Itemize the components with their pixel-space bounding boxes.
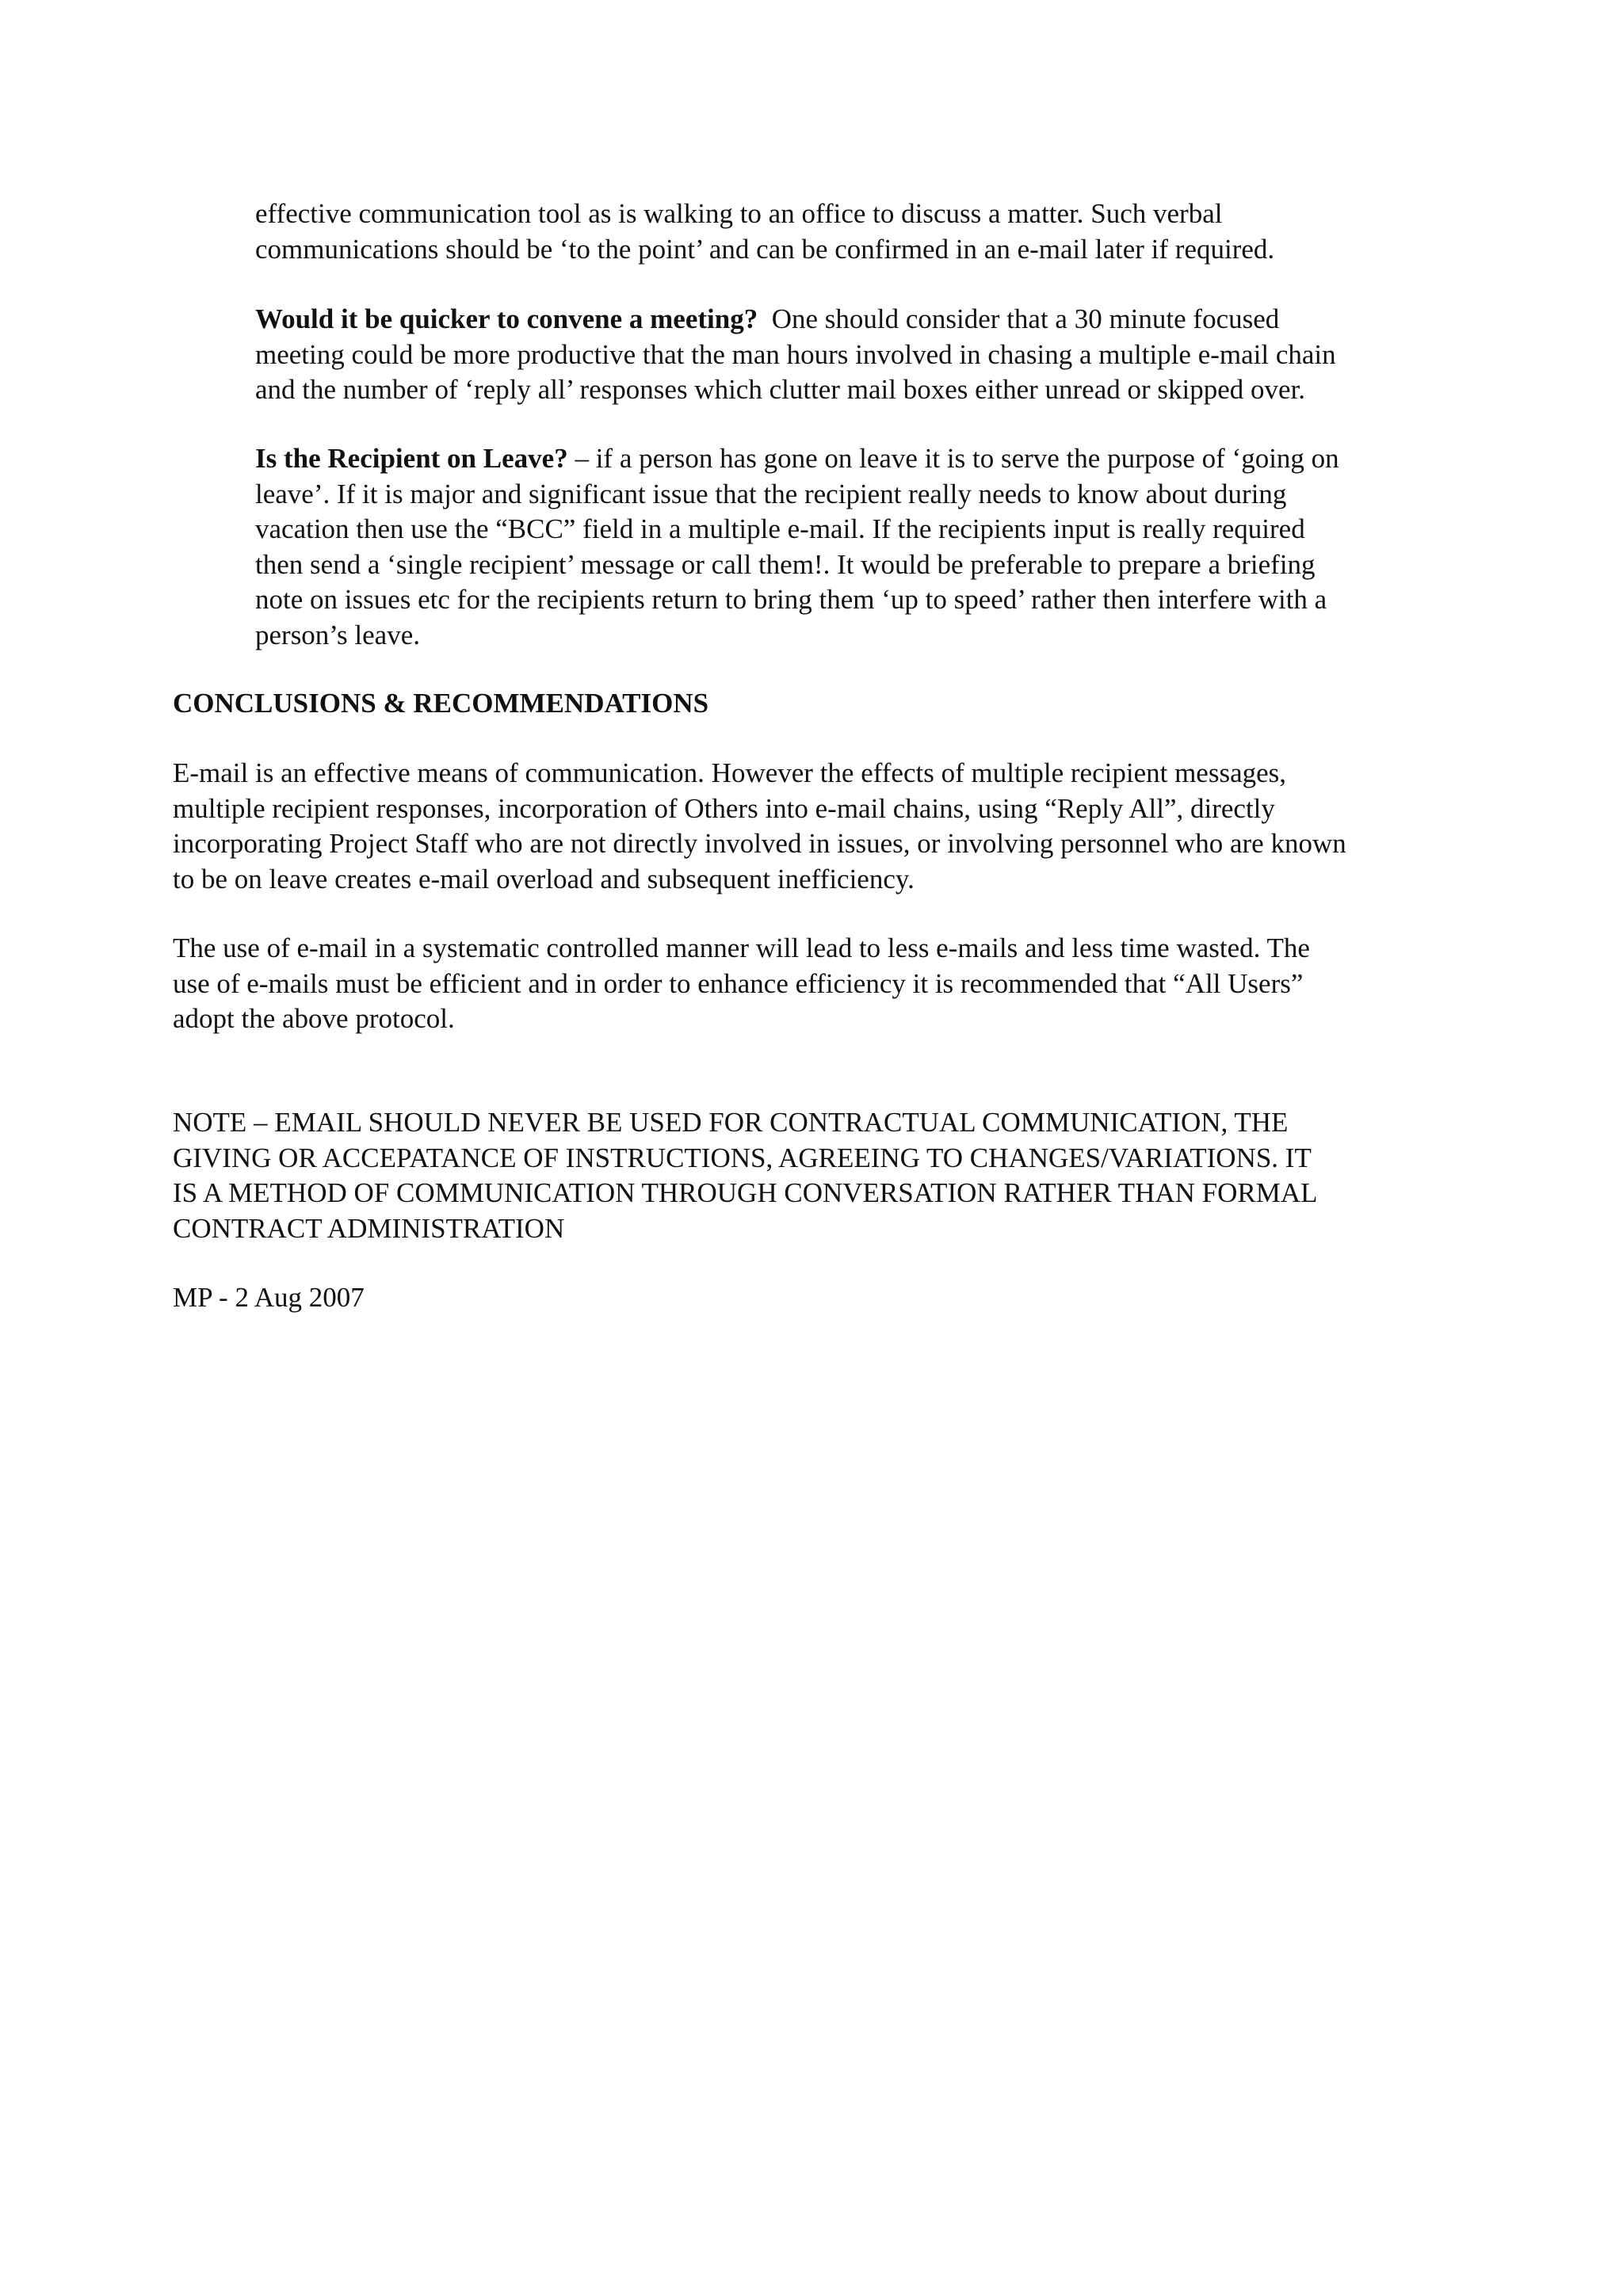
note-paragraph xyxy=(173,1105,1465,1246)
conclusions-2-line-2: use of e-mails must be efficient and in order to enhance efficiency it is recommended that “All Users” xyxy=(173,967,1304,999)
signature-date-line: MP - 2 Aug 2007 xyxy=(173,1282,365,1313)
leave-paragraph xyxy=(255,441,1460,653)
leave-lead-text: Is the Recipient on Leave? xyxy=(255,443,568,474)
conclusions-1-line-1: E-mail is an effective means of communication. However the effects of multiple recipient messages, xyxy=(173,757,1287,788)
meeting-lead-text: Would it be quicker to convene a meeting? xyxy=(255,303,758,334)
leave-line-4: then send a ‘single recipient’ message or call them!. It would be preferable to prepare a briefing xyxy=(255,548,1316,580)
leave-line-6: person’s leave. xyxy=(255,619,420,650)
meeting-paragraph xyxy=(255,302,1460,408)
conclusions-paragraph-1 xyxy=(173,756,1465,897)
note-line-4: CONTRACT ADMINISTRATION xyxy=(173,1212,565,1244)
conclusions-heading: CONCLUSIONS & RECOMMENDATIONS xyxy=(173,688,709,719)
conclusions-1-line-4: to be on leave creates e-mail overload and subsequent inefficiency. xyxy=(173,863,915,894)
meeting-line-3: and the number of ‘reply all’ responses which clutter mail boxes either unread or skipped over. xyxy=(255,374,1306,405)
meeting-line-2: meeting could be more productive that the man hours involved in chasing a multiple e-mail chain xyxy=(255,338,1336,370)
meeting-line-1 xyxy=(255,302,1460,338)
note-line-1: NOTE – EMAIL SHOULD NEVER BE USED FOR CONTRACTUAL COMMUNICATION, THE xyxy=(173,1107,1289,1138)
note-line-2: GIVING OR ACCEPATANCE OF INSTRUCTIONS, AGREEING TO CHANGES/VARIATIONS. IT xyxy=(173,1142,1312,1173)
intro-line-2: communications should be ‘to the point’ and can be confirmed in an e-mail later if required. xyxy=(255,233,1275,265)
conclusions-1-line-2: multiple recipient responses, incorporation of Others into e-mail chains, using “Reply All”, directly xyxy=(173,792,1275,824)
leave-line-3: vacation then use the “BCC” field in a multiple e-mail. If the recipients input is really required xyxy=(255,513,1305,544)
intro-paragraph xyxy=(255,196,1460,267)
leave-line-1 xyxy=(255,441,1460,477)
leave-line-2: leave’. If it is major and significant issue that the recipient really needs to know about during xyxy=(255,478,1287,509)
note-line-3: IS A METHOD OF COMMUNICATION THROUGH CONVERSATION RATHER THAN FORMAL xyxy=(173,1177,1318,1208)
leave-line-5: note on issues etc for the recipients return to bring them ‘up to speed’ rather then interfere with a xyxy=(255,584,1327,615)
conclusions-paragraph-2 xyxy=(173,931,1465,1037)
conclusions-2-line-3: adopt the above protocol. xyxy=(173,1003,455,1034)
conclusions-2-line-1: The use of e-mail in a systematic controlled manner will lead to less e-mails and less time wasted. The xyxy=(173,933,1310,963)
conclusions-1-line-3: incorporating Project Staff who are not directly involved in issues, or involving personnel who are known xyxy=(173,828,1346,859)
leave-line-1-rest: – if a person has gone on leave it is to serve the purpose of ‘going on xyxy=(567,443,1339,474)
intro-line-1: effective communication tool as is walking to an office to discuss a matter. Such verbal xyxy=(255,198,1223,229)
meeting-line-1-rest: One should consider that a 30 minute focused xyxy=(758,303,1280,334)
